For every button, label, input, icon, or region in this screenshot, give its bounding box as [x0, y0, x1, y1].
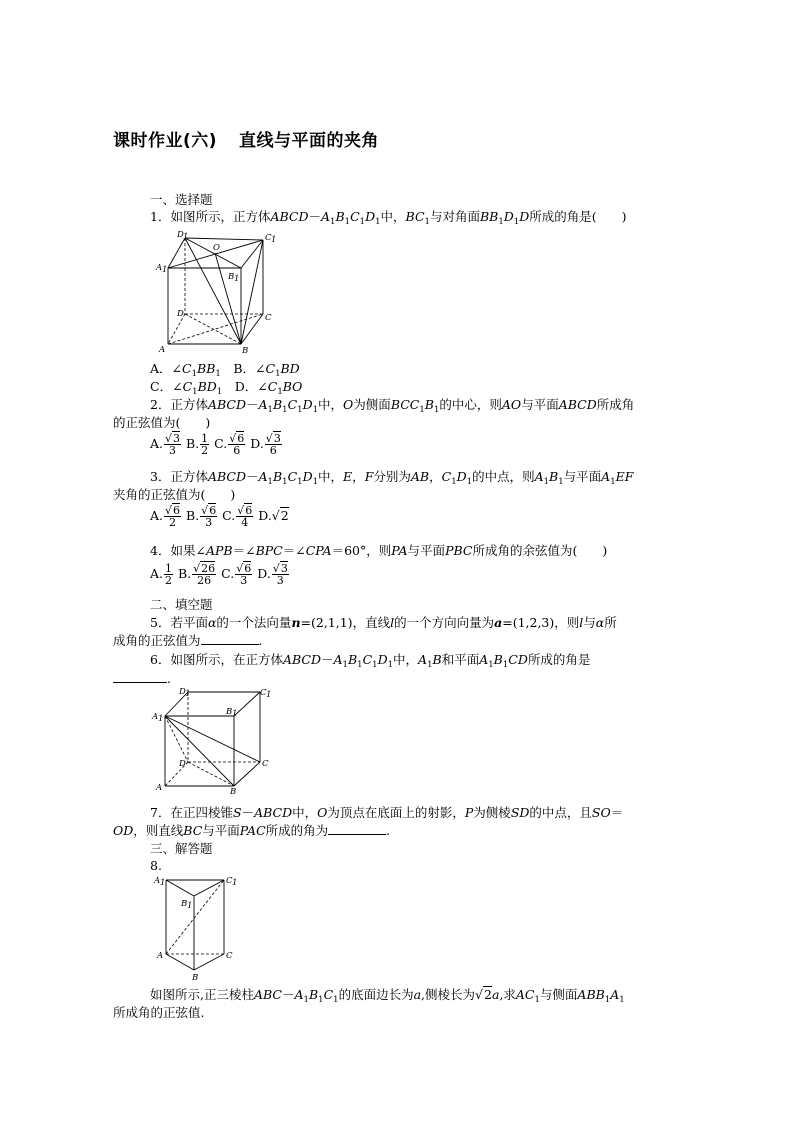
- svg-text:1: 1: [234, 274, 240, 284]
- answer-blank-q7[interactable]: [328, 823, 386, 835]
- svg-text:C: C: [226, 951, 233, 961]
- svg-text:1: 1: [183, 232, 189, 242]
- svg-text:1: 1: [158, 714, 164, 724]
- svg-text:1: 1: [232, 878, 238, 888]
- svg-text:B: B: [228, 272, 235, 282]
- svg-text:A: A: [159, 345, 166, 355]
- svg-text:C: C: [265, 233, 272, 243]
- svg-text:1: 1: [232, 709, 238, 719]
- question-2: 2．正方体$ABCD-A_1B_1C_1D_1$中，O为侧面$BCC_1B_1$的中心，则AO与平面ABCD所成角: [150, 397, 635, 415]
- svg-text:B: B: [230, 787, 237, 794]
- svg-text:A: A: [154, 876, 161, 886]
- figure-prism-q8: [150, 870, 250, 982]
- question-5-line2: 成角的正弦值为 .: [113, 633, 263, 648]
- svg-text:1: 1: [271, 235, 277, 245]
- q1-options-row1: A．$\angle C_1BB_1$ B．$\angle C_1BD$: [150, 361, 300, 379]
- svg-text:1: 1: [162, 265, 168, 275]
- figure-cube-q6: [148, 686, 278, 794]
- svg-text:B: B: [192, 973, 199, 982]
- question-2-line2: 的正弦值为( ): [113, 415, 211, 430]
- q2-options: A. $\frac{√3}{3}$ B. $\frac{1}{2}$ C. $\frac{√6}{6}$ D. $\frac{√3}{6}$: [150, 432, 281, 457]
- question-8-line2: 所成角的正弦值.: [113, 1005, 205, 1020]
- question-6-line2: .: [113, 671, 171, 687]
- question-8-number: 8.: [150, 858, 162, 873]
- svg-text:C: C: [260, 688, 267, 698]
- svg-text:C: C: [226, 876, 233, 886]
- svg-text:D: D: [177, 309, 184, 319]
- svg-text:1: 1: [185, 689, 191, 699]
- question-3-line2: 夹角的正弦值为( ): [113, 487, 236, 502]
- question-8: 如图所示,正三棱柱$ABC-A_1B_1C_1$的底面边长为a,侧棱长为√2a,求$AC_1$与侧面$ABB_1A_1$: [150, 987, 625, 1005]
- svg-text:A: A: [156, 783, 163, 793]
- svg-text:B: B: [242, 346, 249, 356]
- answer-blank-q5[interactable]: [201, 633, 259, 645]
- svg-text:A: A: [152, 712, 159, 722]
- svg-text:C: C: [265, 313, 272, 323]
- svg-text:O: O: [213, 243, 220, 253]
- q4-options: A. $\frac{1}{2}$ B. $\frac{√26}{26}$ C. $\frac{√6}{3}$ D. $\frac{√3}{3}$: [150, 562, 288, 587]
- svg-text:A: A: [157, 951, 164, 961]
- question-1: 1．如图所示，正方体$ABCD-A_1B_1C_1D_1$中，$BC_1$与对角面$BB_1D_1D$所成的角是( ): [150, 209, 627, 227]
- answer-blank-q6[interactable]: [113, 671, 167, 683]
- svg-text:B: B: [226, 707, 233, 717]
- svg-text:1: 1: [187, 901, 193, 911]
- q1-options-row2: C．$\angle C_1BD_1$ D．$\angle C_1BO$: [150, 379, 303, 397]
- svg-text:D: D: [179, 759, 186, 769]
- question-7: 7．在正四棱锥S－ABCD中，O为顶点在底面上的射影，P为侧棱SD的中点，且SO＝: [150, 805, 624, 820]
- svg-text:1: 1: [160, 878, 166, 888]
- question-3: 3．正方体$ABCD-A_1B_1C_1D_1$中，E，F分别为AB，$C_1D_1$的中点，则$A_1B_1$与平面$A_1EF$: [150, 469, 634, 487]
- question-7-line2: OD，则直线BC与平面PAC所成的角为 .: [113, 823, 391, 838]
- svg-text:D: D: [177, 230, 184, 240]
- svg-text:1: 1: [266, 690, 272, 700]
- question-5: 5．若平面α的一个法向量n=(2,1,1)，直线l的一个方向向量为a=(1,2,3)，则l与α所: [150, 615, 617, 630]
- section-heading-choice: 一、选择题: [150, 192, 213, 207]
- q3-options: A. $\frac{√6}{2}$ B. $\frac{√6}{3}$ C. $\frac{√6}{4}$ D.√2: [150, 504, 289, 529]
- svg-text:A: A: [156, 263, 163, 273]
- section-heading-solve: 三、解答题: [150, 841, 213, 856]
- page-title: 课时作业(六) 直线与平面的夹角: [113, 131, 380, 151]
- question-6: 6．如图所示，在正方体$ABCD-A_1B_1C_1D_1$中，$A_1B$和平面$A_1B_1CD$所成的角是: [150, 652, 591, 670]
- svg-text:D: D: [179, 687, 186, 697]
- svg-text:B: B: [181, 899, 188, 909]
- question-4: 4．如果∠APB＝∠BPC＝∠CPA＝60°，则PA与平面PBC所成角的余弦值为( ): [150, 543, 608, 558]
- section-heading-fill: 二、填空题: [150, 597, 213, 612]
- svg-text:C: C: [262, 759, 269, 769]
- figure-cube-q1: [155, 228, 285, 356]
